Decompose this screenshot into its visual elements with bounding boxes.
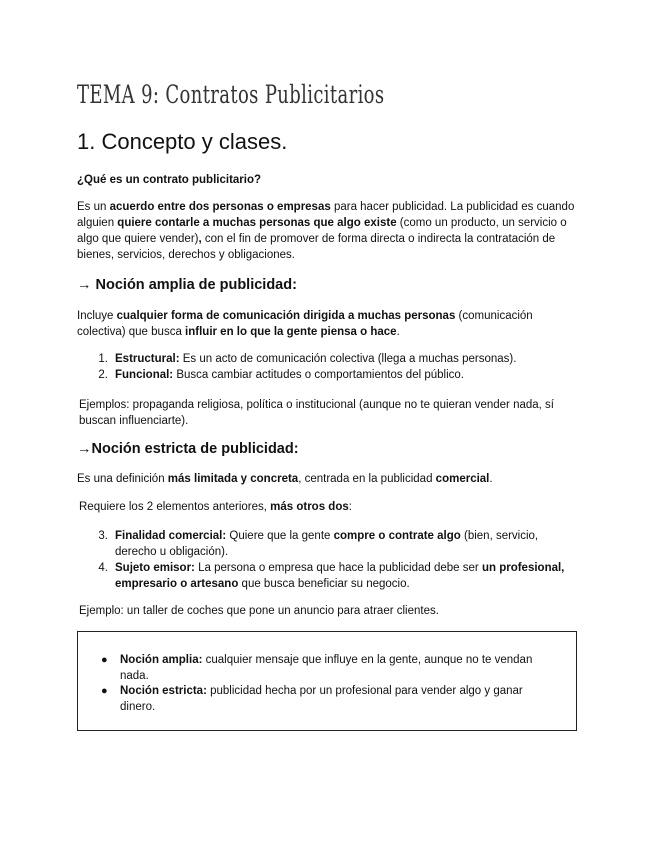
amplia-examples: Ejemplos: propaganda religiosa, política o institucional (aunque no te quieran vender nada, sí buscan influenciarte). xyxy=(79,399,555,427)
estricta-requirements: Requiere los 2 elementos anteriores, más otros dos: xyxy=(79,501,352,513)
question: ¿Qué es un contrato publicitario? xyxy=(77,174,262,186)
amplia-heading: → Noción amplia de publicidad: xyxy=(77,277,297,293)
intro-paragraph: Es un acuerdo entre dos personas o empresas para hacer publicidad. La publicidad es cuando alguien quiere contarle a muchas personas que algo existe (como un producto, un servicio o algo que quiere vender), con el fin de promover de forma directa o indirecta la contratación de bienes, servicios, derechos y obligaciones. xyxy=(77,201,575,261)
list-number: 2. xyxy=(98,369,108,381)
summary-item: Noción estricta: publicidad hecha por un profesional para vender algo y ganar dinero. xyxy=(120,685,523,713)
list-item: Funcional: Busca cambiar actitudes o comportamientos del público. xyxy=(115,369,464,381)
list-item: Finalidad comercial: Quiere que la gente compre o contrate algo (bien, servicio, derecho u obligación). xyxy=(115,530,539,558)
amplia-paragraph: Incluye cualquier forma de comunicación dirigida a muchas personas (comunicación colectiva) que busca influir en lo que la gente piensa o hace. xyxy=(77,310,533,338)
list-item: Sujeto emisor: La persona o empresa que hace la publicidad debe ser un profesional, empresario o artesano que busca beneficiar su negocio. xyxy=(115,562,565,590)
estricta-heading: →Noción estricta de publicidad: xyxy=(77,441,299,457)
document-title: TEMA 9: Contratos Publicitarios xyxy=(77,80,385,109)
list-number: 3. xyxy=(98,530,108,542)
summary-item: Noción amplia: cualquier mensaje que influye en la gente, aunque no te vendan nada. xyxy=(120,654,533,682)
list-number: 1. xyxy=(98,353,108,365)
section-heading: 1. Concepto y clases. xyxy=(77,129,288,154)
bullet-icon: ● xyxy=(101,654,108,666)
bullet-icon: ● xyxy=(101,685,108,697)
estricta-example: Ejemplo: un taller de coches que pone un anuncio para atraer clientes. xyxy=(79,605,439,617)
estricta-paragraph: Es una definición más limitada y concreta, centrada en la publicidad comercial. xyxy=(77,473,493,485)
list-number: 4. xyxy=(98,562,108,574)
list-item: Estructural: Es un acto de comunicación colectiva (llega a muchas personas). xyxy=(115,353,517,365)
